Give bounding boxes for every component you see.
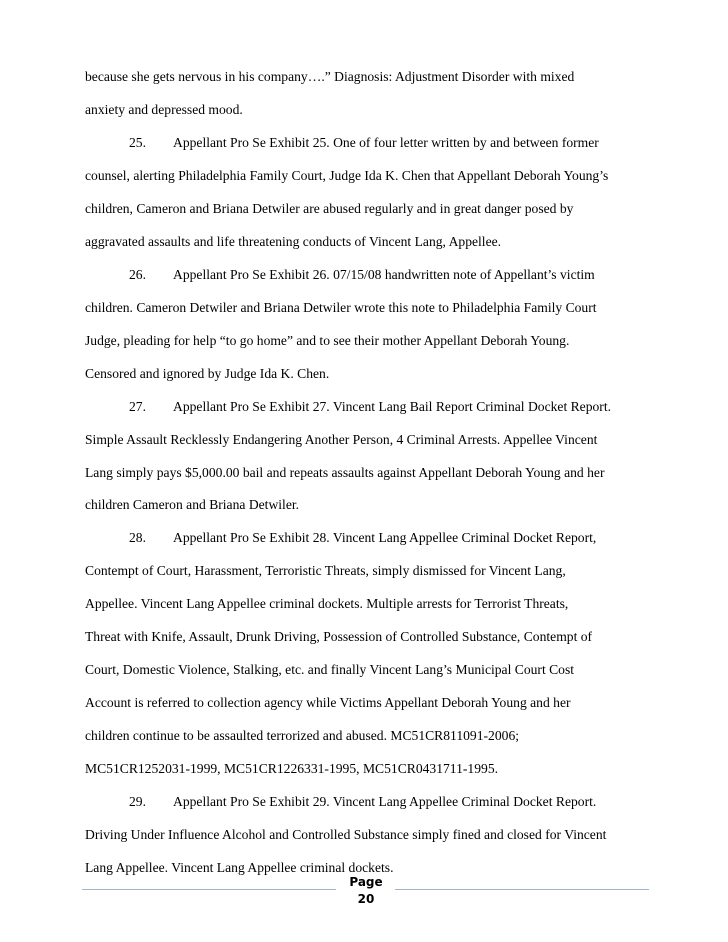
body-line: Contempt of Court, Harassment, Terroristic Threats, simply dismissed for Vincent Lang, bbox=[85, 563, 566, 578]
body-line: Lang Appellee. Vincent Lang Appellee criminal dockets. bbox=[85, 860, 394, 875]
body-line: MC51CR1252031-1999, MC51CR1226331-1995, MC51CR0431711-1995. bbox=[85, 761, 499, 776]
footer-divider-right bbox=[395, 889, 649, 890]
body-line: Account is referred to collection agency while Victims Appellant Deborah Young and her bbox=[85, 695, 571, 710]
body-line: Lang simply pays $5,000.00 bail and repeats assaults against Appellant Deborah Young and her bbox=[85, 465, 605, 480]
body-line: aggravated assaults and life threatening conducts of Vincent Lang, Appellee. bbox=[85, 234, 502, 249]
body-line: children, Cameron and Briana Detwiler are abused regularly and in great danger posed by bbox=[85, 201, 574, 216]
body-line: Court, Domestic Violence, Stalking, etc. and finally Vincent Lang’s Municipal Court Cost bbox=[85, 662, 575, 677]
item-text: Appellant Pro Se Exhibit 29. Vincent Lang Appellee Criminal Docket Report. bbox=[173, 794, 597, 809]
body-line: counsel, alerting Philadelphia Family Court, Judge Ida K. Chen that Appellant Deborah Young’s bbox=[85, 168, 609, 183]
body-line: children Cameron and Briana Detwiler. bbox=[85, 497, 300, 512]
item-text: Appellant Pro Se Exhibit 25. One of four letter written by and between former bbox=[173, 135, 599, 150]
item-number: 29. bbox=[129, 794, 146, 809]
item-number: 25. bbox=[129, 135, 146, 150]
item-number: 28. bbox=[129, 530, 146, 545]
body-line: children. Cameron Detwiler and Briana Detwiler wrote this note to Philadelphia Family Court bbox=[85, 300, 597, 315]
footer-divider-left bbox=[82, 889, 336, 890]
body-line: because she gets nervous in his company….” Diagnosis: Adjustment Disorder with mixed bbox=[85, 69, 575, 84]
item-text: Appellant Pro Se Exhibit 26. 07/15/08 handwritten note of Appellant’s victim bbox=[173, 267, 595, 282]
body-line: Simple Assault Recklessly Endangering Another Person, 4 Criminal Arrests. Appellee Vincent bbox=[85, 432, 598, 447]
body-line: Judge, pleading for help “to go home” and to see their mother Appellant Deborah Young. bbox=[85, 333, 570, 348]
body-line: Appellee. Vincent Lang Appellee criminal dockets. Multiple arrests for Terrorist Threats, bbox=[85, 596, 569, 611]
body-line: Censored and ignored by Judge Ida K. Chen. bbox=[85, 366, 330, 381]
item-text: Appellant Pro Se Exhibit 27. Vincent Lang Bail Report Criminal Docket Report. bbox=[173, 399, 612, 414]
body-line: Driving Under Influence Alcohol and Controlled Substance simply fined and closed for Vincent bbox=[85, 827, 607, 842]
page-label: Page bbox=[349, 875, 383, 889]
body-line: anxiety and depressed mood. bbox=[85, 102, 243, 117]
item-number: 26. bbox=[129, 267, 146, 282]
page-number: 20 bbox=[357, 892, 375, 906]
body-line: children continue to be assaulted terrorized and abused. MC51CR811091-2006; bbox=[85, 728, 520, 743]
item-number: 27. bbox=[129, 399, 146, 414]
body-line: Threat with Knife, Assault, Drunk Driving, Possession of Controlled Substance, Contempt of bbox=[85, 629, 593, 644]
item-text: Appellant Pro Se Exhibit 28. Vincent Lang Appellee Criminal Docket Report, bbox=[173, 530, 597, 545]
